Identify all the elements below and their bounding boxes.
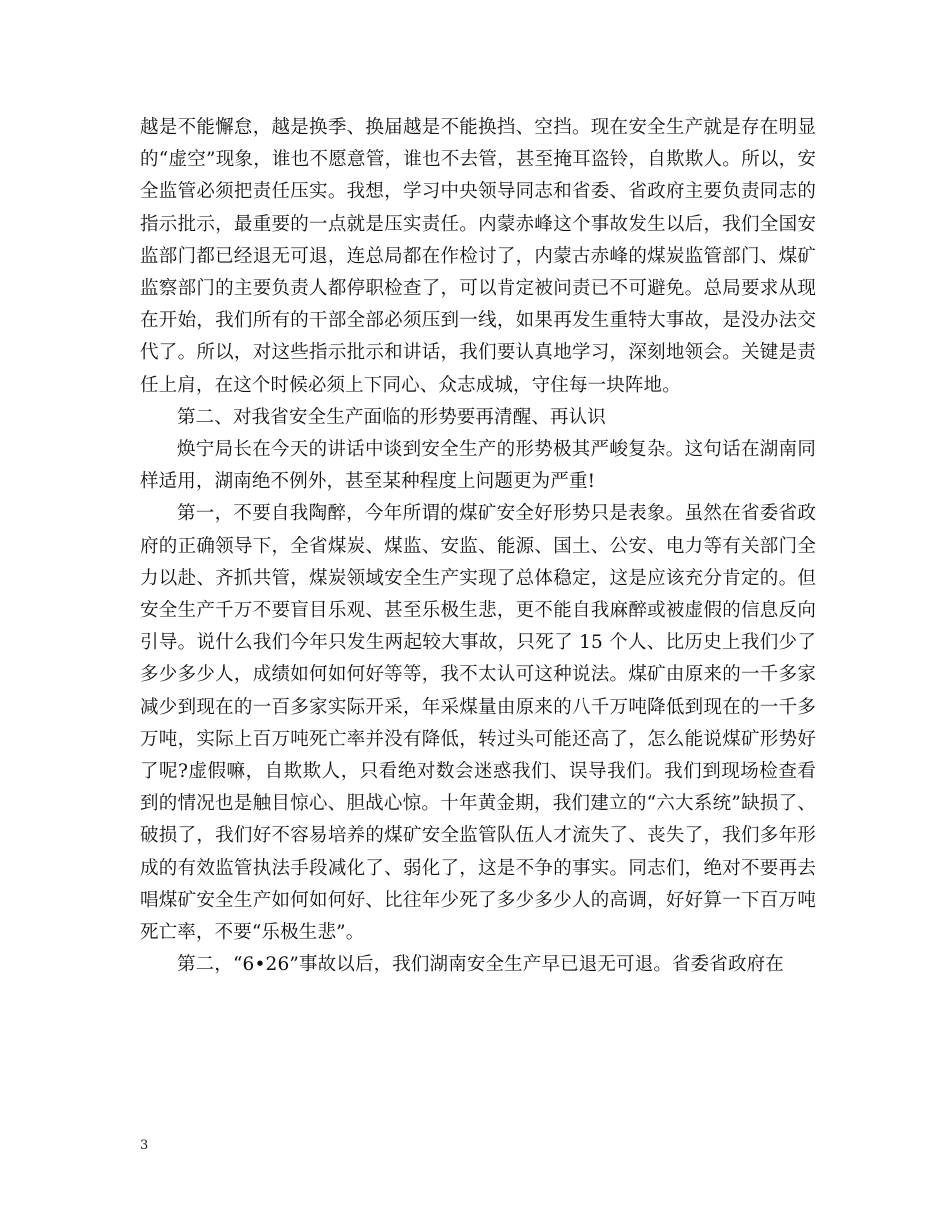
paragraph-1: 越是不能懈怠，越是换季、换届越是不能换挡、空挡。现在安全生产就是存在明显的“虚空”现象，谁也不愿意管，谁也不去管，甚至掩耳盗铃，自欺欺人。所以，安全监管必须把责任压实。我想，学习中央领导同志和省委、省政府主要负责同志的指示批示，最重要的一点就是压实责任。内蒙赤峰这个事故发生以后，我们全国安监部门都已经退无可退，连总局都在作检讨了，内蒙古赤峰的煤炭监管部门、煤矿监察部门的主要负责人都停职检查了，可以肯定被问责已不可避免。总局要求从现在开始，我们所有的干部全部必须压到一线，如果再发生重特大事故，是没办法交代了。所以，对这些指示批示和讲话，我们要认真地学习，深刻地领会。关键是责任上肩，在这个时候必须上下同心、众志成城，守住每一块阵地。 [140, 117, 816, 396]
page-number: 3 [140, 1138, 149, 1153]
document-body [140, 112, 816, 981]
paragraph-3: 焕宁局长在今天的讲话中谈到安全生产的形势极其严峻复杂。这句话在湖南同样适用，湖南绝不例外，甚至某种程度上问题更为严重! [140, 439, 816, 493]
paragraph-5: 第二，“6•26”事故以后，我们湖南安全生产早已退无可退。省委省政府在 [177, 954, 784, 976]
paragraph-4: 第一，不要自我陶醉，今年所谓的煤矿安全好形势只是表象。虽然在省委省政府的正确领导下，全省煤炭、煤监、安监、能源、国土、公安、电力等有关部门全力以赴、齐抓共管，煤炭领域安全生产实现了总体稳定，这是应该充分肯定的。但安全生产千万不要盲目乐观、甚至乐极生悲，更不能自我麻醉或被虚假的信息反向引导。说什么我们今年只发生两起较大事故，只死了 15 个人、比历史上我们少了多少多少人，成绩如何如何好等等，我不太认可这种说法。煤矿由原来的一千多家减少到现在的一百多家实际开采，年采煤量由原来的八千万吨降低到现在的一千多万吨，实际上百万吨死亡率并没有降低，转过头可能还高了，怎么能说煤矿形势好了呢?虚假嘛，自欺欺人，只看绝对数会迷惑我们、误导我们。我们到现场检查看到的情况也是触目惊心、胆战心惊。十年黄金期，我们建立的“六大系统”缺损了、破损了，我们好不容易培养的煤矿安全监管队伍人才流失了、丧失了，我们多年形成的有效监管执法手段减化了、弱化了，这是不争的事实。同志们，绝对不要再去唱煤矿安全生产如何如何好、比往年少死了多少多少人的高调，好好算一下百万吨死亡率，不要“乐极生悲”。 [140, 503, 816, 944]
section-heading-2: 第二、对我省安全生产面临的形势要再清醒、再认识 [177, 406, 606, 428]
